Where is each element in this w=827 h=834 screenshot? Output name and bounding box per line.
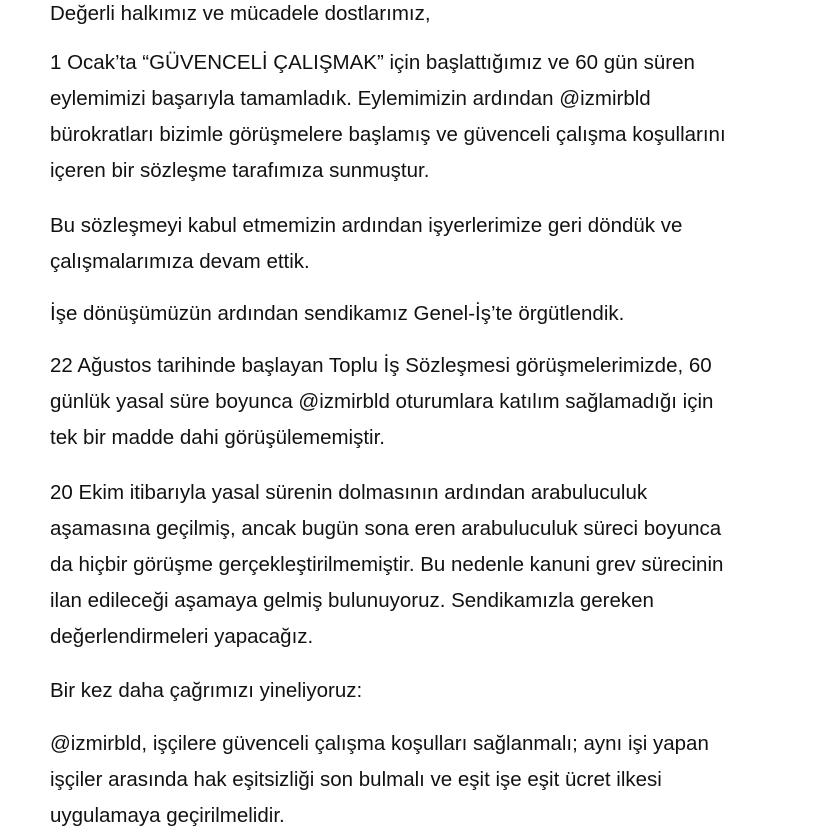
paragraph-4 — [50, 348, 790, 456]
paragraph-6 — [50, 673, 790, 709]
greeting-line: Değerli halkımız ve mücadele dostlarımız, — [50, 2, 431, 25]
paragraph-line: ilan edileceği aşamaya gelmiş bulunuyoruz. Sendikamızla gereken — [50, 589, 654, 612]
paragraph-line: günlük yasal süre boyunca @izmirbld oturumlara katılım sağlamadığı için — [50, 390, 714, 413]
paragraph-5 — [50, 475, 790, 655]
paragraph-line: çalışmalarımıza devam ettik. — [50, 250, 310, 273]
paragraph-line: uygulamaya geçirilmelidir. — [50, 804, 285, 827]
paragraph-line: 20 Ekim itibarıyla yasal sürenin dolmasının ardından arabuluculuk — [50, 481, 648, 504]
paragraph-1 — [50, 45, 790, 189]
paragraph-line: tek bir madde dahi görüşülememiştir. — [50, 426, 385, 449]
paragraph-2 — [50, 208, 790, 280]
paragraph-line: @izmirbld, işçilere güvenceli çalışma koşulları sağlanmalı; aynı işi yapan — [50, 732, 709, 755]
paragraph-line: İşe dönüşümüzün ardından sendikamız Genel-İş’te örgütlendik. — [50, 302, 625, 325]
paragraph-line: değerlendirmeleri yapacağız. — [50, 625, 314, 648]
paragraph-line: bürokratları bizimle görüşmelere başlamış ve güvenceli çalışma koşullarını — [50, 123, 726, 146]
paragraph-7 — [50, 726, 790, 834]
paragraph-line: aşamasına geçilmiş, ancak bugün sona eren arabuluculuk süreci boyunca — [50, 517, 722, 540]
paragraph-line: 22 Ağustos tarihinde başlayan Toplu İş Sözleşmesi görüşmelerimizde, 60 — [50, 354, 712, 377]
paragraph-3 — [50, 296, 790, 332]
paragraph-line: 1 Ocak’ta “GÜVENCELİ ÇALIŞMAK” için başlattığımız ve 60 gün süren — [50, 51, 695, 74]
paragraph-line: da hiçbir görüşme gerçekleştirilmemiştir. Bu nedenle kanuni grev sürecinin — [50, 553, 724, 576]
paragraph-line: Bu sözleşmeyi kabul etmemizin ardından işyerlerimize geri döndük ve — [50, 214, 683, 237]
paragraph-line: işçiler arasında hak eşitsizliği son bulmalı ve eşit işe eşit ücret ilkesi — [50, 768, 662, 791]
paragraph-line: Bir kez daha çağrımızı yineliyoruz: — [50, 679, 363, 702]
paragraph-line: eylemimizi başarıyla tamamladık. Eylemimizin ardından @izmirbld — [50, 87, 651, 110]
paragraph-line: içeren bir sözleşme tarafımıza sunmuştur. — [50, 159, 430, 182]
